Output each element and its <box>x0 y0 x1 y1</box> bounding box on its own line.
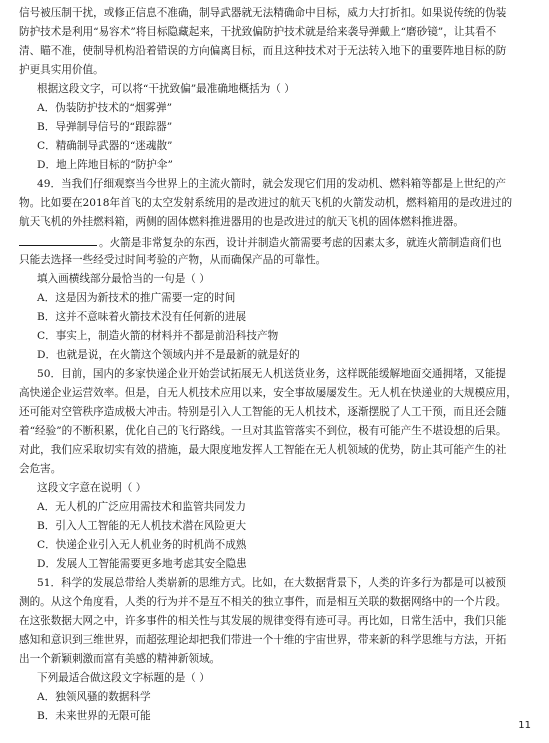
q49-line: 物。比如要在2018年首飞的太空发射系统用的是改进过的航天飞机的火箭发动机，燃料箱用的是改进过的 <box>19 197 513 209</box>
q50-line: 高快递企业运营效率。但是，自无人机技术应用以来，安全事故屡屡发生。无人机在快递业的大规模应用， <box>19 387 517 399</box>
q51-line: 感知和意识到三维世界，而超弦理论却把我们带进一个十维的宇宙世界，带来新的科学思维与方法，开拓 <box>19 634 507 646</box>
q48-option-b: B．导弹制导信号的“跟踪器” <box>37 121 173 133</box>
q51-line: 出一个新颖刺激而富有美感的精神新领域。 <box>19 653 221 665</box>
passage-line: 防护技术是利用“易容术”将目标隐藏起来，干扰致偏防护技术就是给来袭导弹戴上“磨砂镜”，让其看不 <box>19 26 497 38</box>
page-number: 11 <box>518 720 531 731</box>
q49-line: 只能去选择一些经受过时间考验的产物，从而确保产品的可靠性。 <box>19 254 327 266</box>
q51-option-b: B．未来世界的无限可能 <box>37 710 151 722</box>
q50-stem: 这段文字意在说明（ ） <box>37 482 147 494</box>
q51-stem: 下列最适合做这段文字标题的是（ ） <box>37 672 210 684</box>
q50-line: 会危害。 <box>19 463 62 475</box>
q50-option-a: A．无人机的广泛应用需技术和监管共同发力 <box>37 501 246 513</box>
q50-option-c: C．快递企业引入无人机业务的时机尚不成熟 <box>37 539 247 551</box>
q50-line: 对此，我们应采取切实有效的措施，最大限度地发挥人工智能在无人机领域的优势，防止其可能产生的社 <box>19 444 507 456</box>
q51-option-a: A．独领风骚的数据科学 <box>37 691 151 703</box>
q49-line: 。火箭是非常复杂的东西，设计并制造火箭需要考虑的因素太多，就连火箭制造商们也 <box>99 237 502 249</box>
q49-option-d: D．也就是说，在火箭这个领域内并不是最新的就是好的 <box>37 349 300 361</box>
q50-line: 50．目前，国内的多家快递企业开始尝试拓展无人机送货业务，这样既能缓解地面交通拥堵，又能提 <box>37 368 507 380</box>
q51-line: 在这张数据大网之中，许多事件的相关性与其发展的规律变得有迹可寻。再比如，日常生活中，我们只能 <box>19 615 507 627</box>
passage-line: 信号被压制干扰，或修正信息不准确，制导武器就无法精确命中目标，威力大打折扣。如果说传统的伪装 <box>19 7 507 19</box>
q48-stem: 根据这段文字，可以将“干扰致偏”最准确地概括为（ ） <box>37 83 295 95</box>
q49-blank-line <box>19 234 502 250</box>
q51-line: 51．科学的发展总带给人类崭新的思维方式。比如，在大数据背景下，人类的许多行为都是可以被预 <box>37 577 507 589</box>
q51-line: 测的。从这个角度看，人类的行为并不是互不相关的独立事件，而是相互关联的数据网络中的一个片段。 <box>19 596 507 608</box>
q49-option-a: A．这是因为新技术的推广需要一定的时间 <box>37 292 236 304</box>
q50-option-d: D．发展人工智能需要更多地考虑其安全隐患 <box>37 558 247 570</box>
answer-blank <box>19 234 97 246</box>
q50-line: 还可能对空管秩序造成极大冲击。特别是引入人工智能的无人机技术，逐渐摆脱了人工干预，而且还会随 <box>19 406 507 418</box>
q49-stem: 填入画横线部分最恰当的一句是（ ） <box>37 273 210 285</box>
q49-option-c: C．事实上，制造火箭的材料并不都是前沿科技产物 <box>37 330 279 342</box>
q49-line: 49．当我们仔细观察当今世界上的主流火箭时，就会发现它们用的发动机、燃料箱等都是上世纪的产 <box>37 178 507 190</box>
q49-line: 航天飞机的外挂燃料箱，两侧的固体燃料推进器用的也是改进过的航天飞机的固体燃料推进器。 <box>19 216 464 228</box>
q48-option-c: C．精确制导武器的“迷魂散” <box>37 140 173 152</box>
q48-option-d: D．地上阵地目标的“防护伞” <box>37 159 173 171</box>
q50-option-b: B．引入人工智能的无人机技术潜在风险更大 <box>37 520 247 532</box>
passage-line: 清、瞄不准，使制导机构沿着错误的方向偏离目标，而且这种技术对于无法转入地下的重要阵地目标的防 <box>19 45 507 57</box>
q49-option-b: B．这并不意味着火箭技术没有任何新的进展 <box>37 311 247 323</box>
q48-option-a: A．伪装防护技术的“烟雾弹” <box>37 102 173 114</box>
q50-line: 着“经验”的不断积累，优化自己的飞行路线。一旦对其监管落实不到位，极有可能产生不堪设想的后果。 <box>19 425 507 437</box>
passage-line: 护更具实用价值。 <box>19 64 104 76</box>
